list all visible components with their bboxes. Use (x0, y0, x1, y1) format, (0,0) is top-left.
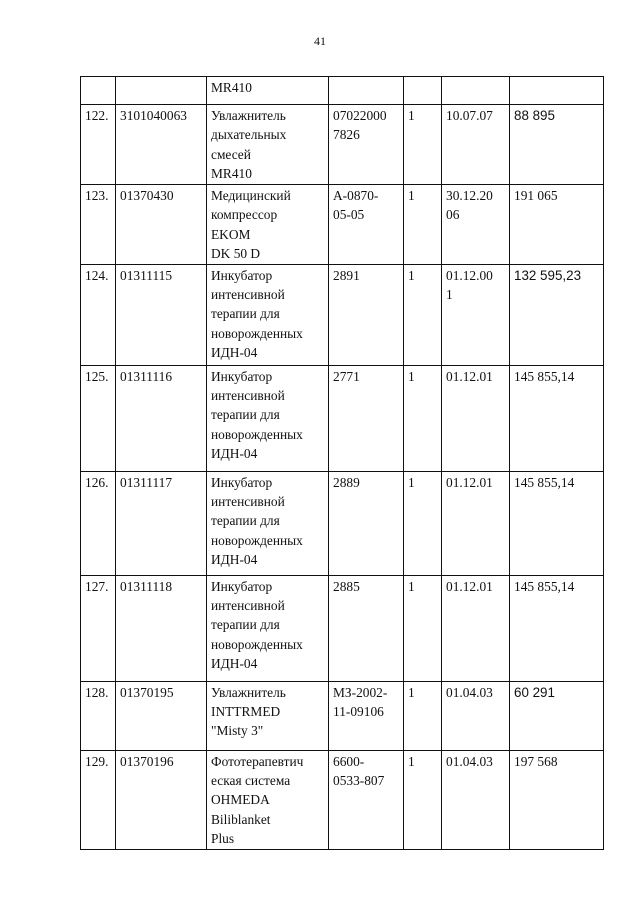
item-name-cell-line: смесей (211, 146, 251, 162)
item-name-cell-line: терапии для (211, 306, 280, 322)
serial-number-cell (329, 681, 404, 750)
item-name-cell-line: компрессор (211, 207, 278, 223)
item-name-cell (207, 681, 329, 750)
serial-number-cell-line: МЗ-2002- (333, 684, 388, 700)
quantity-cell: 1 (404, 365, 442, 471)
date-cell (442, 681, 510, 750)
table-row (81, 185, 604, 265)
item-name-cell (207, 264, 329, 365)
cost-cell: 145 855,14 (510, 365, 604, 471)
item-name-cell-line: ИДН-04 (211, 345, 258, 361)
row-number-cell: 129. (81, 750, 116, 849)
item-name-cell-line: новорожденных (211, 636, 303, 652)
date-cell-line: 01.04.03 (446, 753, 493, 769)
serial-number-cell-line: 2885 (333, 578, 360, 594)
quantity-cell: 1 (404, 185, 442, 265)
item-name-cell-line: Фототерапевтич (211, 753, 304, 769)
table-row (81, 750, 604, 849)
date-cell-line: 01.12.01 (446, 368, 493, 384)
quantity-cell: 1 (404, 750, 442, 849)
row-number-cell: 123. (81, 185, 116, 265)
date-cell (442, 365, 510, 471)
date-cell (442, 105, 510, 185)
inventory-code-cell: 3101040063 (116, 105, 207, 185)
date-cell (442, 264, 510, 365)
row-number-cell: 124. (81, 264, 116, 365)
serial-number-cell (329, 575, 404, 681)
item-name-cell-line: "Misty 3" (211, 723, 264, 739)
item-name-cell-line: Инкубатор (211, 474, 273, 490)
date-cell (442, 750, 510, 849)
item-name-cell-line: INTTRMED (211, 704, 281, 720)
item-name-cell-line: интенсивной (211, 598, 285, 614)
table-row (81, 105, 604, 185)
item-name-cell-line: интенсивной (211, 287, 285, 303)
date-cell-line: 01.12.01 (446, 474, 493, 490)
row-number-cell: 126. (81, 471, 116, 575)
cost-cell: 197 568 (510, 750, 604, 849)
date-cell (442, 77, 510, 105)
item-name-cell-line: терапии для (211, 617, 280, 633)
table-row (81, 365, 604, 471)
serial-number-cell-line: 05-05 (333, 207, 365, 223)
quantity-cell: 1 (404, 575, 442, 681)
item-name-cell-line: Biliblanket (211, 811, 271, 827)
item-name-cell-line: ИДН-04 (211, 552, 258, 568)
item-name-cell (207, 471, 329, 575)
cost-cell: 191 065 (510, 185, 604, 265)
table-row (81, 471, 604, 575)
cost-cell: 132 595,23 (510, 264, 604, 365)
item-name-cell-line: OHMEDA (211, 792, 270, 808)
quantity-cell: 1 (404, 471, 442, 575)
serial-number-cell (329, 105, 404, 185)
item-name-cell (207, 105, 329, 185)
cost-cell: 88 895 (510, 105, 604, 185)
inventory-code-cell: 01370430 (116, 185, 207, 265)
item-name-cell-line: еская система (211, 773, 291, 789)
item-name-cell-line: EKOM (211, 226, 251, 242)
serial-number-cell-line: 11-09106 (333, 704, 384, 720)
row-number-cell: 127. (81, 575, 116, 681)
date-cell-line: 01.12.00 (446, 267, 493, 283)
inventory-code-cell: 01370196 (116, 750, 207, 849)
inventory-code-cell: 01311115 (116, 264, 207, 365)
inventory-code-cell: 01311116 (116, 365, 207, 471)
item-name-cell (207, 77, 329, 105)
date-cell-line: 1 (446, 287, 453, 303)
inventory-code-cell: 01311118 (116, 575, 207, 681)
cost-cell: 145 855,14 (510, 575, 604, 681)
item-name-cell-line: Увлажнитель (211, 684, 286, 700)
item-name-cell-line: новорожденных (211, 532, 303, 548)
serial-number-cell (329, 264, 404, 365)
serial-number-cell (329, 471, 404, 575)
item-name-cell-line: Plus (211, 831, 235, 847)
item-name-cell-line: интенсивной (211, 494, 285, 510)
serial-number-cell (329, 750, 404, 849)
date-cell (442, 575, 510, 681)
item-name-cell-line: интенсивной (211, 388, 285, 404)
item-name-cell-line: MR410 (211, 80, 252, 95)
serial-number-cell-line: 2891 (333, 267, 360, 283)
row-number-cell: 125. (81, 365, 116, 471)
serial-number-cell (329, 365, 404, 471)
date-cell-line: 10.07.07 (446, 108, 493, 123)
item-name-cell-line: новорожденных (211, 325, 303, 341)
item-name-cell-line: терапии для (211, 407, 280, 423)
cost-cell: 145 855,14 (510, 471, 604, 575)
item-name-cell (207, 750, 329, 849)
item-name-cell-line: Инкубатор (211, 267, 273, 283)
quantity-cell (404, 77, 442, 105)
table-row (81, 575, 604, 681)
row-number-cell (81, 77, 116, 105)
item-name-cell-line: Инкубатор (211, 368, 273, 384)
inventory-code-cell (116, 77, 207, 105)
serial-number-cell-line: 0533-807 (333, 773, 385, 789)
cost-cell (510, 77, 604, 105)
date-cell-line: 30.12.20 (446, 188, 493, 203)
serial-number-cell-line: 2889 (333, 474, 360, 490)
serial-number-cell (329, 77, 404, 105)
table-row (81, 681, 604, 750)
item-name-cell (207, 185, 329, 265)
item-name-cell-line: Увлажнитель (211, 108, 286, 123)
row-number-cell: 122. (81, 105, 116, 185)
serial-number-cell-line: 07022000 (333, 108, 387, 123)
serial-number-cell-line: 2771 (333, 368, 360, 384)
item-name-cell-line: MR410 (211, 166, 252, 182)
inventory-code-cell: 01311117 (116, 471, 207, 575)
item-name-cell-line: Медицинский (211, 188, 291, 203)
equipment-inventory-table (80, 76, 604, 850)
page-number: 41 (314, 34, 326, 48)
quantity-cell: 1 (404, 264, 442, 365)
item-name-cell-line: DK 50 D (211, 246, 261, 262)
date-cell-line: 01.04.03 (446, 684, 493, 700)
table-row (81, 77, 604, 105)
item-name-cell-line: Инкубатор (211, 578, 273, 594)
quantity-cell: 1 (404, 105, 442, 185)
cost-cell: 60 291 (510, 681, 604, 750)
serial-number-cell-line: 6600- (333, 753, 365, 769)
item-name-cell-line: терапии для (211, 513, 280, 529)
date-cell-line: 06 (446, 207, 460, 223)
serial-number-cell-line: A-0870- (333, 188, 379, 203)
row-number-cell: 128. (81, 681, 116, 750)
item-name-cell (207, 575, 329, 681)
date-cell (442, 471, 510, 575)
item-name-cell-line: новорожденных (211, 426, 303, 442)
item-name-cell (207, 365, 329, 471)
serial-number-cell (329, 185, 404, 265)
item-name-cell-line: ИДН-04 (211, 656, 258, 672)
date-cell-line: 01.12.01 (446, 578, 493, 594)
item-name-cell-line: ИДН-04 (211, 446, 258, 462)
item-name-cell-line: дыхательных (211, 127, 287, 143)
serial-number-cell-line: 7826 (333, 127, 360, 143)
inventory-code-cell: 01370195 (116, 681, 207, 750)
table-row (81, 264, 604, 365)
date-cell (442, 185, 510, 265)
quantity-cell: 1 (404, 681, 442, 750)
